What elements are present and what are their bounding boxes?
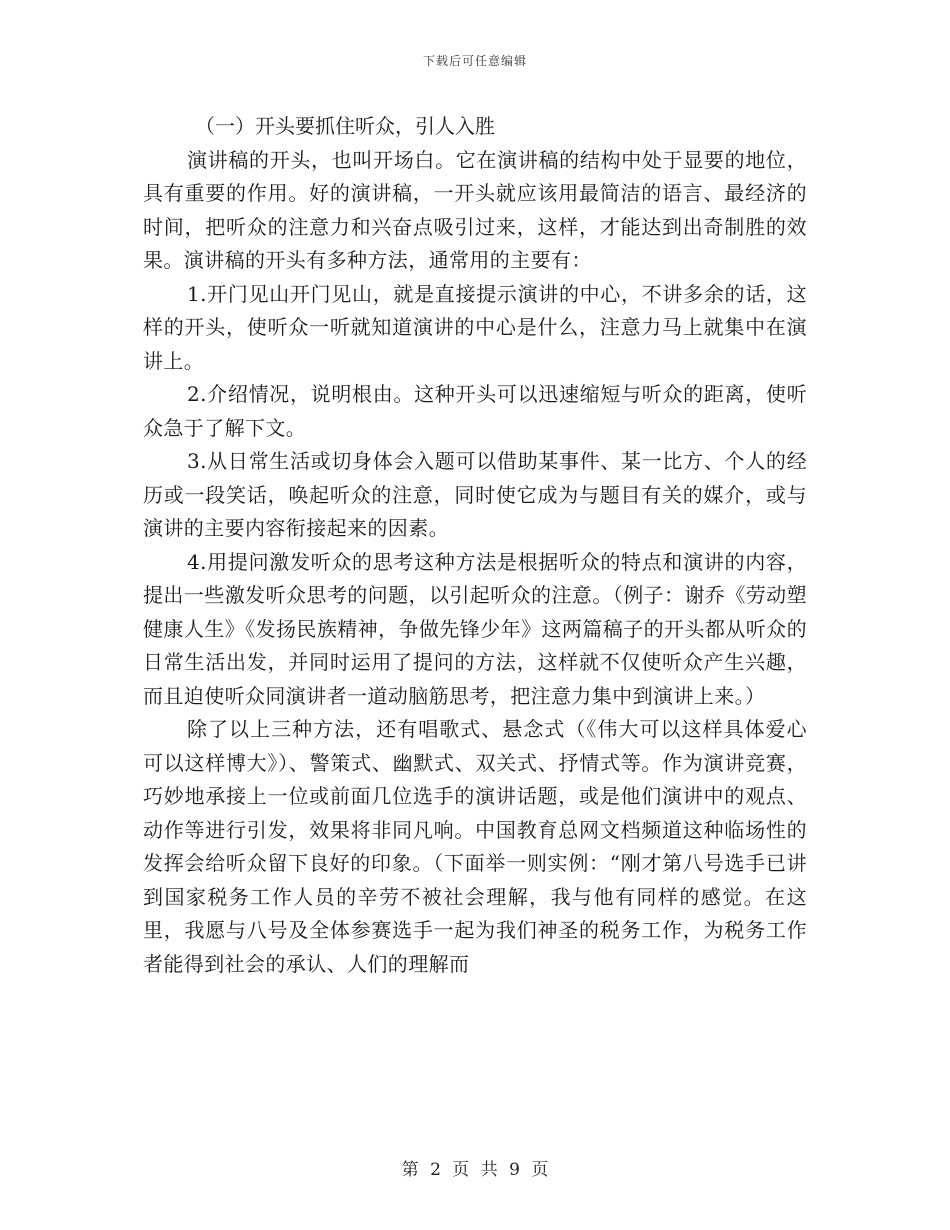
paragraph-other-methods: 除了以上三种方法，还有唱歌式、悬念式（《伟大可以这样具体爱心可以这样博大》）、警策式、幽默式、双关式、抒情式等。作为演讲竞赛，巧妙地承接上一位或前面几位选手的演讲话题，或是他们演讲中的观点、动作等进行引发，效果将非同凡响。中国教育总网文档频道这种临场性的发挥会给听众留下良好的印象。（下面举一则实例：“刚才第八号选手已讲到国家税务工作人员的辛劳不被社会理解，我与他有同样的感觉。在这里，我愿与八号及全体参赛选手一起为我们神圣的税务工作，为税务工作者能得到社会的承认、人们的理解而 [143, 717, 807, 976]
paragraph-method-1: 1.开门见山开门见山，就是直接提示演讲的中心，不讲多余的话，这样的开头，使听众一听就知道演讲的中心是什么，注意力马上就集中在演讲上。 [143, 281, 807, 373]
document-body [143, 110, 807, 981]
paragraph-method-4: 4.用提问激发听众的思考这种方法是根据听众的特点和演讲的内容，提出一些激发听众思考的问题，以引起听众的注意。（例子：谢乔《劳动塑健康人生》《发扬民族精神，争做先锋少年》这两篇稿子的开头都从听众的日常生活出发，并同时运用了提问的方法，这样就不仅使听众产生兴趣，而且迫使听众同演讲者一道动脑筋思考，把注意力集中到演讲上来。） [143, 549, 807, 708]
paragraph-intro: 演讲稿的开头，也叫开场白。它在演讲稿的结构中处于显要的地位，具有重要的作用。好的演讲稿，一开头就应该用最简洁的语言、最经济的时间，把听众的注意力和兴奋点吸引过来，这样，才能达到出奇制胜的效果。演讲稿的开头有多种方法，通常用的主要有： [143, 147, 807, 272]
paragraph-method-3: 3.从日常生活或切身体会入题可以借助某事件、某一比方、个人的经历或一段笑话，唤起听众的注意，同时使它成为与题目有关的媒介，或与演讲的主要内容衔接起来的因素。 [143, 449, 807, 540]
page-number: 第 2 页 共 9 页 [401, 1160, 549, 1180]
page-header-note: 下载后可任意编辑 [422, 54, 527, 68]
section-heading: （一）开头要抓住听众，引人入胜 [195, 114, 495, 138]
paragraph-method-2: 2.介绍情况，说明根由。这种开头可以迅速缩短与听众的距离，使听众急于了解下文。 [143, 382, 807, 440]
